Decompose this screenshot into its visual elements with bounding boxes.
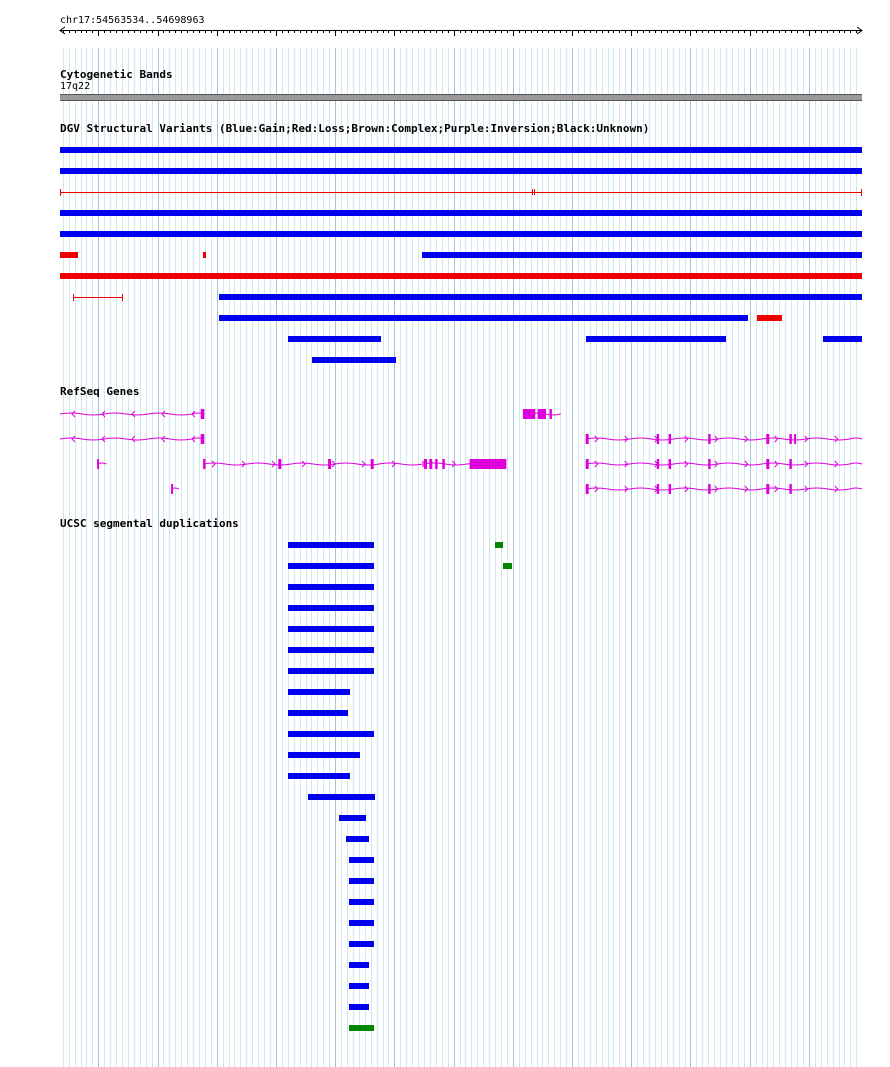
refseq-strand-arrow xyxy=(685,436,688,442)
refseq-exon[interactable] xyxy=(657,459,659,469)
dgv-variant-bar[interactable] xyxy=(60,231,862,237)
refseq-exon[interactable] xyxy=(550,409,552,419)
refseq-exon[interactable] xyxy=(789,434,791,444)
segdup-bar[interactable] xyxy=(349,857,375,863)
refseq-exon[interactable] xyxy=(708,484,710,494)
segdup-bar[interactable] xyxy=(288,542,375,548)
refseq-exon[interactable] xyxy=(669,459,671,469)
segdup-bar[interactable] xyxy=(349,920,375,926)
refseq-gene-model[interactable] xyxy=(0,406,890,422)
refseq-exon[interactable] xyxy=(708,434,710,444)
dgv-variant-end-tick xyxy=(861,189,862,196)
dgv-variant-end-tick xyxy=(122,294,123,301)
segdup-bar[interactable] xyxy=(288,626,375,632)
dgv-variant-bar[interactable] xyxy=(757,315,781,321)
segdup-bar[interactable] xyxy=(288,689,350,695)
refseq-exon[interactable] xyxy=(766,434,769,444)
refseq-strand-arrow xyxy=(595,436,598,442)
refseq-exon[interactable] xyxy=(523,409,535,419)
segdup-bar[interactable] xyxy=(339,815,366,821)
refseq-strand-arrow xyxy=(625,461,628,467)
refseq-strand-arrow xyxy=(835,461,838,467)
refseq-exon[interactable] xyxy=(538,409,546,419)
refseq-strand-arrow xyxy=(745,461,748,467)
segdup-bar[interactable] xyxy=(346,836,370,842)
refseq-strand-arrow xyxy=(835,486,838,492)
refseq-gene-model[interactable] xyxy=(0,431,890,447)
cytoband-track-title: Cytogenetic Bands xyxy=(60,68,173,81)
refseq-exon[interactable] xyxy=(586,459,589,469)
refseq-gene-model[interactable] xyxy=(0,481,890,497)
segdup-bar[interactable] xyxy=(349,962,370,968)
segdup-bar[interactable] xyxy=(288,773,350,779)
refseq-strand-arrow xyxy=(775,436,778,442)
segdup-bar[interactable] xyxy=(349,899,375,905)
refseq-strand-arrow xyxy=(775,461,778,467)
segdup-bar[interactable] xyxy=(288,668,375,674)
dgv-variant-bar[interactable] xyxy=(422,252,862,258)
dgv-variant-bar[interactable] xyxy=(60,147,862,153)
refseq-exon[interactable] xyxy=(789,484,791,494)
region-coordinates: chr17:54563534..54698963 xyxy=(60,15,205,26)
refseq-exon[interactable] xyxy=(766,459,769,469)
dgv-variant-bar[interactable] xyxy=(60,252,78,258)
dgv-variant-line[interactable] xyxy=(73,297,123,298)
refseq-exon[interactable] xyxy=(766,484,769,494)
dgv-variant-bar[interactable] xyxy=(203,252,207,258)
segdup-track-title: UCSC segmental duplications xyxy=(60,517,239,530)
segdup-bar[interactable] xyxy=(349,1025,375,1031)
segdup-bar[interactable] xyxy=(349,983,370,989)
segdup-bar[interactable] xyxy=(288,731,375,737)
refseq-strand-arrow xyxy=(835,436,838,442)
segdup-bar[interactable] xyxy=(349,878,375,884)
refseq-exon[interactable] xyxy=(669,484,671,494)
refseq-strand-arrow xyxy=(625,436,628,442)
segdup-bar[interactable] xyxy=(288,584,375,590)
refseq-exon[interactable] xyxy=(657,484,659,494)
refseq-track-title: RefSeq Genes xyxy=(60,385,140,398)
segdup-bar[interactable] xyxy=(308,794,376,800)
refseq-strand-arrow xyxy=(745,486,748,492)
dgv-variant-bar[interactable] xyxy=(288,336,380,342)
segdup-bar[interactable] xyxy=(288,563,375,569)
dgv-variant-bar[interactable] xyxy=(60,168,862,174)
refseq-exon[interactable] xyxy=(794,434,796,444)
dgv-variant-bar[interactable] xyxy=(60,273,862,279)
segdup-bar[interactable] xyxy=(288,710,348,716)
refseq-strand-arrow xyxy=(685,461,688,467)
ruler-axis xyxy=(0,0,890,60)
refseq-strand-arrow xyxy=(595,461,598,467)
refseq-strand-arrow xyxy=(685,486,688,492)
refseq-exon[interactable] xyxy=(586,484,589,494)
dgv-variant-bar[interactable] xyxy=(219,315,748,321)
dgv-variant-bar[interactable] xyxy=(823,336,862,342)
segdup-bar[interactable] xyxy=(495,542,504,548)
cytoband-label[interactable]: 17q22 xyxy=(60,81,91,92)
refseq-strand-arrow xyxy=(625,486,628,492)
refseq-strand-arrow xyxy=(595,486,598,492)
refseq-strand-arrow xyxy=(745,436,748,442)
segdup-bar[interactable] xyxy=(288,647,375,653)
refseq-exon[interactable] xyxy=(586,434,589,444)
cytoband-bar[interactable] xyxy=(60,94,862,101)
refseq-exon[interactable] xyxy=(669,434,671,444)
segdup-bar[interactable] xyxy=(288,605,375,611)
segdup-bar[interactable] xyxy=(288,752,360,758)
dgv-variant-line[interactable] xyxy=(60,192,862,193)
dgv-variant-bar[interactable] xyxy=(312,357,396,363)
dgv-variant-bar[interactable] xyxy=(219,294,862,300)
dgv-variant-start-tick xyxy=(73,294,74,301)
refseq-strand-arrow xyxy=(775,486,778,492)
dgv-variant-start-tick xyxy=(60,189,61,196)
segdup-bar[interactable] xyxy=(349,1004,370,1010)
segdup-bar[interactable] xyxy=(503,563,512,569)
dgv-variant-bar[interactable] xyxy=(586,336,726,342)
refseq-exon[interactable] xyxy=(657,434,659,444)
dgv-variant-bar[interactable] xyxy=(60,210,862,216)
dgv-variant-bar[interactable] xyxy=(532,189,535,195)
dgv-track-title: DGV Structural Variants (Blue:Gain;Red:Loss;Brown:Complex;Purple:Inversion;Black:Unknown) xyxy=(60,122,650,135)
segdup-bar[interactable] xyxy=(349,941,375,947)
refseq-gene-model[interactable] xyxy=(0,456,890,472)
refseq-exon[interactable] xyxy=(789,459,791,469)
refseq-exon[interactable] xyxy=(708,459,710,469)
